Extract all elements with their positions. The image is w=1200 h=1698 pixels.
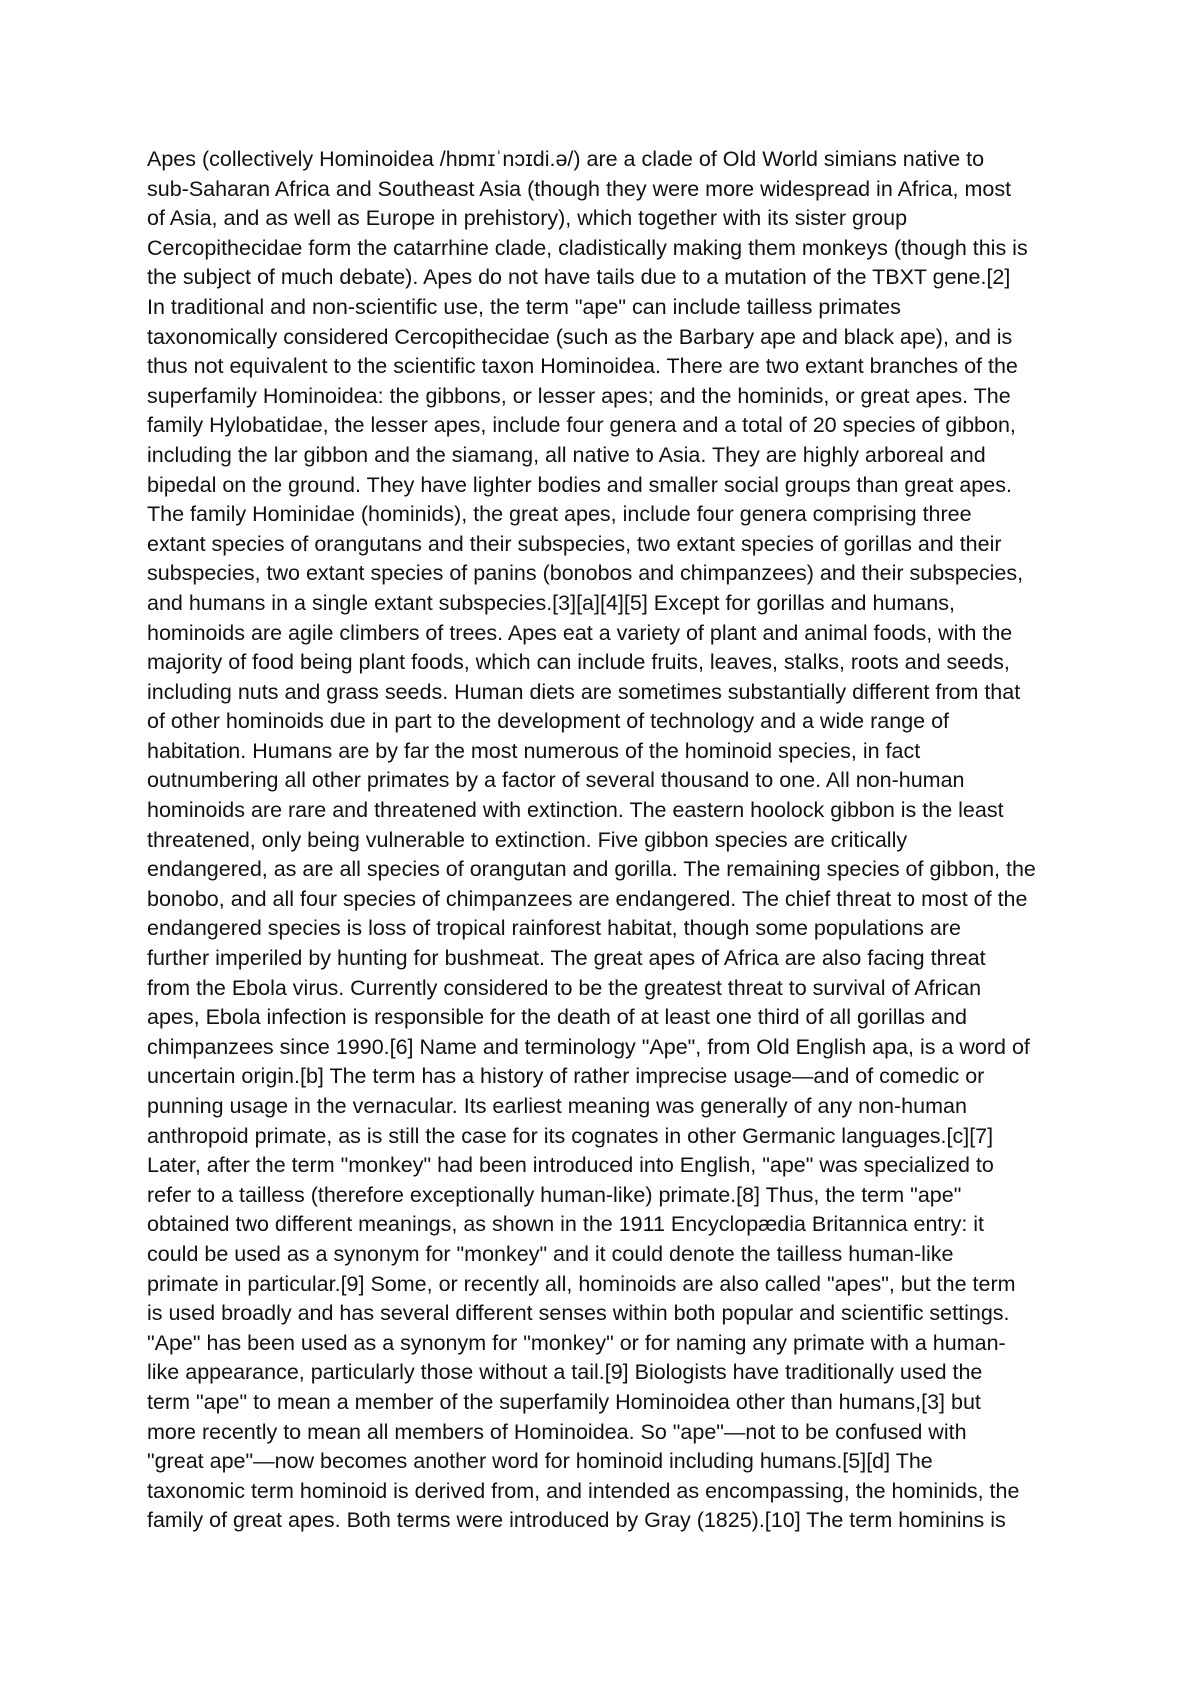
- text-line: further imperiled by hunting for bushmeat. The great apes of Africa are also facing threat: [147, 946, 986, 971]
- text-line: bipedal on the ground. They have lighter bodies and smaller social groups than great apes.: [147, 472, 1012, 497]
- text-line: including nuts and grass seeds. Human diets are sometimes substantially different from that: [147, 679, 1021, 704]
- text-line: thus not equivalent to the scientific taxon Hominoidea. There are two extant branches of the: [147, 354, 1018, 379]
- text-line: of Asia, and as well as Europe in prehistory), which together with its sister group: [147, 206, 908, 231]
- text-line: primate in particular.[9] Some, or recently all, hominoids are also called "apes", but the term: [147, 1271, 1016, 1296]
- text-line: Later, after the term "monkey" had been introduced into English, "ape" was specialized to: [147, 1153, 994, 1178]
- text-line: punning usage in the vernacular. Its earliest meaning was generally of any non-human: [147, 1094, 967, 1118]
- text-line: superfamily Hominoidea: the gibbons, or lesser apes; and the hominids, or great apes. The: [147, 383, 1011, 408]
- text-line: Cercopithecidae form the catarrhine clade, cladistically making them monkeys (though this is: [147, 235, 1028, 260]
- text-line: of other hominoids due in part to the development of technology and a wide range of: [147, 709, 950, 734]
- text-line: more recently to mean all members of Hominoidea. So "ape"—not to be confused with: [147, 1419, 967, 1444]
- text-line: sub-Saharan Africa and Southeast Asia (though they were more widespread in Africa, most: [147, 176, 1012, 201]
- text-line: and humans in a single extant subspecies.[3][a][4][5] Except for gorillas and humans,: [147, 590, 955, 615]
- text-line: "Ape" has been used as a synonym for "monkey" or for naming any primate with a human-: [147, 1330, 1006, 1355]
- text-line: apes, Ebola infection is responsible for the death of at least one third of all gorillas and: [147, 1005, 967, 1030]
- text-line: taxonomically considered Cercopithecidae (such as the Barbary ape and black ape), and is: [147, 324, 1013, 349]
- text-line: hominoids are rare and threatened with extinction. The eastern hoolock gibbon is the least: [147, 798, 1004, 823]
- text-line: like appearance, particularly those without a tail.[9] Biologists have traditionally used the: [147, 1360, 983, 1385]
- text-line: taxonomic term hominoid is derived from, and intended as encompassing, the hominids, the: [147, 1478, 1020, 1503]
- text-line: habitation. Humans are by far the most numerous of the hominoid species, in fact: [147, 738, 921, 763]
- body-text: [147, 145, 1077, 1536]
- text-line: outnumbering all other primates by a factor of several thousand to one. All non-human: [147, 768, 965, 793]
- text-line: endangered, as are all species of orangutan and gorilla. The remaining species of gibbon, the: [147, 857, 1036, 882]
- text-line: family of great apes. Both terms were introduced by Gray (1825).[10] The term hominins is: [147, 1508, 1006, 1533]
- text-line: from the Ebola virus. Currently considered to be the greatest threat to survival of African: [147, 975, 982, 1000]
- text-line: subspecies, two extant species of panins (bonobos and chimpanzees) and their subspecies,: [147, 561, 1024, 586]
- text-line: bonobo, and all four species of chimpanzees are endangered. The chief threat to most of the: [147, 886, 1028, 911]
- text-line: family Hylobatidae, the lesser apes, include four genera and a total of 20 species of gibbon,: [147, 413, 1016, 438]
- text-line: chimpanzees since 1990.[6] Name and terminology "Ape", from Old English apa, is a word of: [147, 1034, 1030, 1059]
- text-line: the subject of much debate). Apes do not have tails due to a mutation of the TBXT gene.[2]: [147, 265, 1011, 290]
- text-line: In traditional and non-scientific use, the term "ape" can include tailless primates: [147, 294, 901, 319]
- text-line: obtained two different meanings, as shown in the 1911 Encyclopædia Britannica entry: it: [147, 1212, 985, 1237]
- text-line: is used broadly and has several different senses within both popular and scientific settings.: [147, 1301, 1010, 1326]
- text-line: majority of food being plant foods, which can include fruits, leaves, stalks, roots and seeds,: [147, 650, 1010, 675]
- text-line: anthropoid primate, as is still the case for its cognates in other Germanic languages.[c][7]: [147, 1123, 994, 1148]
- text-line: uncertain origin.[b] The term has a history of rather imprecise usage—and of comedic or: [147, 1064, 985, 1089]
- text-line: hominoids are agile climbers of trees. Apes eat a variety of plant and animal foods, with the: [147, 620, 1013, 645]
- text-line: refer to a tailless (therefore exceptionally human-like) primate.[8] Thus, the term "ape": [147, 1182, 962, 1207]
- text-line: term "ape" to mean a member of the superfamily Hominoidea other than humans,[3] but: [147, 1389, 981, 1414]
- text-line: extant species of orangutans and their subspecies, two extant species of gorillas and their: [147, 531, 1002, 556]
- text-line: endangered species is loss of tropical rainforest habitat, though some populations are: [147, 916, 961, 941]
- text-line: including the lar gibbon and the siamang, all native to Asia. They are highly arboreal and: [147, 442, 986, 467]
- text-line: "great ape"—now becomes another word for hominoid including humans.[5][d] The: [147, 1449, 933, 1474]
- text-line: threatened, only being vulnerable to extinction. Five gibbon species are critically: [147, 827, 908, 852]
- text-line: The family Hominidae (hominids), the great apes, include four genera comprising three: [147, 502, 972, 527]
- text-line: could be used as a synonym for "monkey" and it could denote the tailless human-like: [147, 1241, 954, 1266]
- text-line: Apes (collectively Hominoidea /hɒmɪˈnɔɪdi.ə/) are a clade of Old World simians native to: [147, 147, 985, 171]
